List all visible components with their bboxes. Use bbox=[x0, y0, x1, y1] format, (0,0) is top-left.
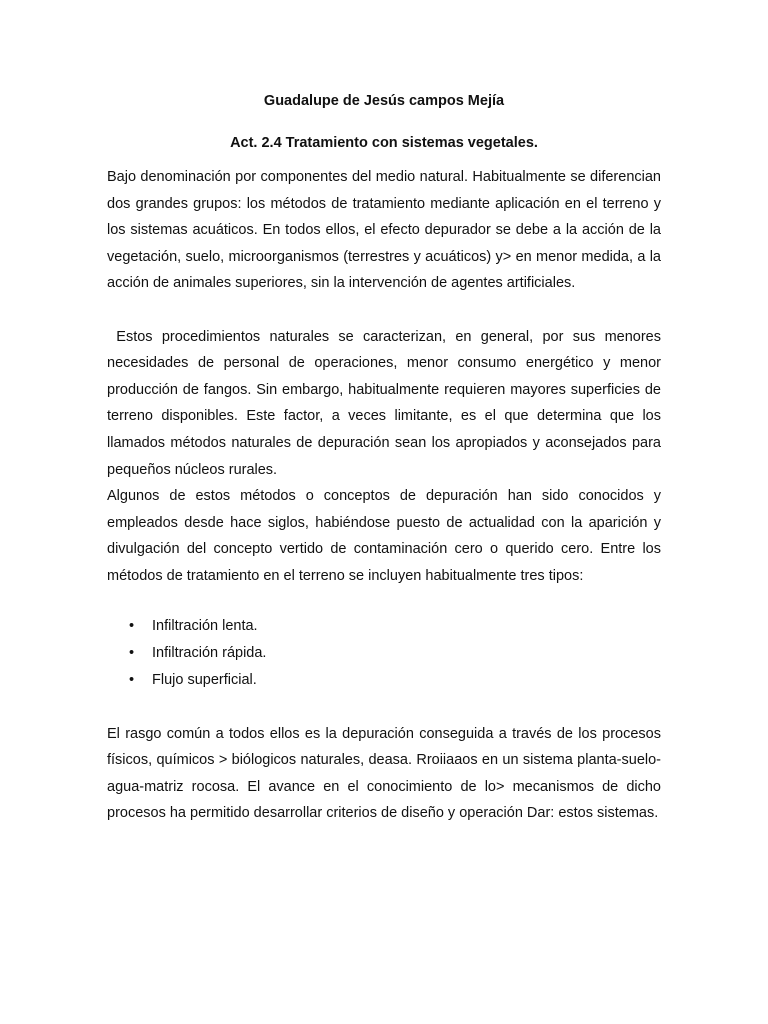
list-item-text: Flujo superficial. bbox=[152, 671, 257, 688]
bullet-icon: • bbox=[129, 617, 135, 634]
list-item bbox=[107, 667, 661, 694]
paragraph-gap bbox=[107, 590, 661, 613]
author-name: Guadalupe de Jesús campos Mejía bbox=[263, 93, 505, 109]
list-item-text: Infiltración rápida. bbox=[152, 644, 267, 661]
paragraph-3: Algunos de estos métodos o conceptos de depuración han sido conocidos y empleados desde hace siglos, habiéndose puesto de actualidad con la aparición y divulgación del concepto vertido de contaminación cero o querido cero. Entre los métodos de tratamiento en el terreno se incluyen habitualmente tres tipos: bbox=[107, 488, 661, 584]
document-page bbox=[107, 88, 666, 827]
bullet-icon: • bbox=[129, 644, 135, 661]
paragraph-gap bbox=[107, 297, 661, 324]
document-title: Act. 2.4 Tratamiento con sistemas vegetales. bbox=[230, 135, 538, 151]
paragraph-gap bbox=[107, 694, 661, 721]
list-item bbox=[107, 640, 661, 667]
list-item-text: Infiltración lenta. bbox=[152, 617, 258, 634]
paragraph-2: Estos procedimientos naturales se caracterizan, en general, por sus menores necesidades de personal de operaciones, menor consumo energético y menor producción de fangos. Sin embargo, habitualmente requieren mayores superficies de terreno disponibles. Este factor, a veces limitante, es el que determina que los llamados métodos naturales de depuración sean los apropiados y aconsejados para pequeños núcleos rurales. bbox=[107, 328, 666, 478]
list-item bbox=[107, 613, 661, 640]
paragraph-4: El rasgo común a todos ellos es la depuración conseguida a través de los procesos físicos, químicos > biólogicos naturales, deasa. Rroiiaaos en un sistema planta-suelo-agua-matriz rocosa. El avance en el conocimiento de lo> mecanismos de dicho procesos ha permitido desarrollar criterios de diseño y operación Dar: estos sistemas. bbox=[107, 725, 661, 822]
bullet-list bbox=[107, 613, 661, 694]
bullet-icon: • bbox=[129, 671, 135, 688]
paragraph-1: Bajo denominación por componentes del medio natural. Habitualmente se diferencian dos grandes grupos: los métodos de tratamiento mediante aplicación en el terreno y los sistemas acuáticos. En todos ellos, el efecto depurador se debe a la acción de la vegetación, suelo, microorganismos (terrestres y acuáticos) y> en menor medida, a la acción de animales superiores, sin la intervención de agentes artificiales. bbox=[107, 169, 661, 292]
